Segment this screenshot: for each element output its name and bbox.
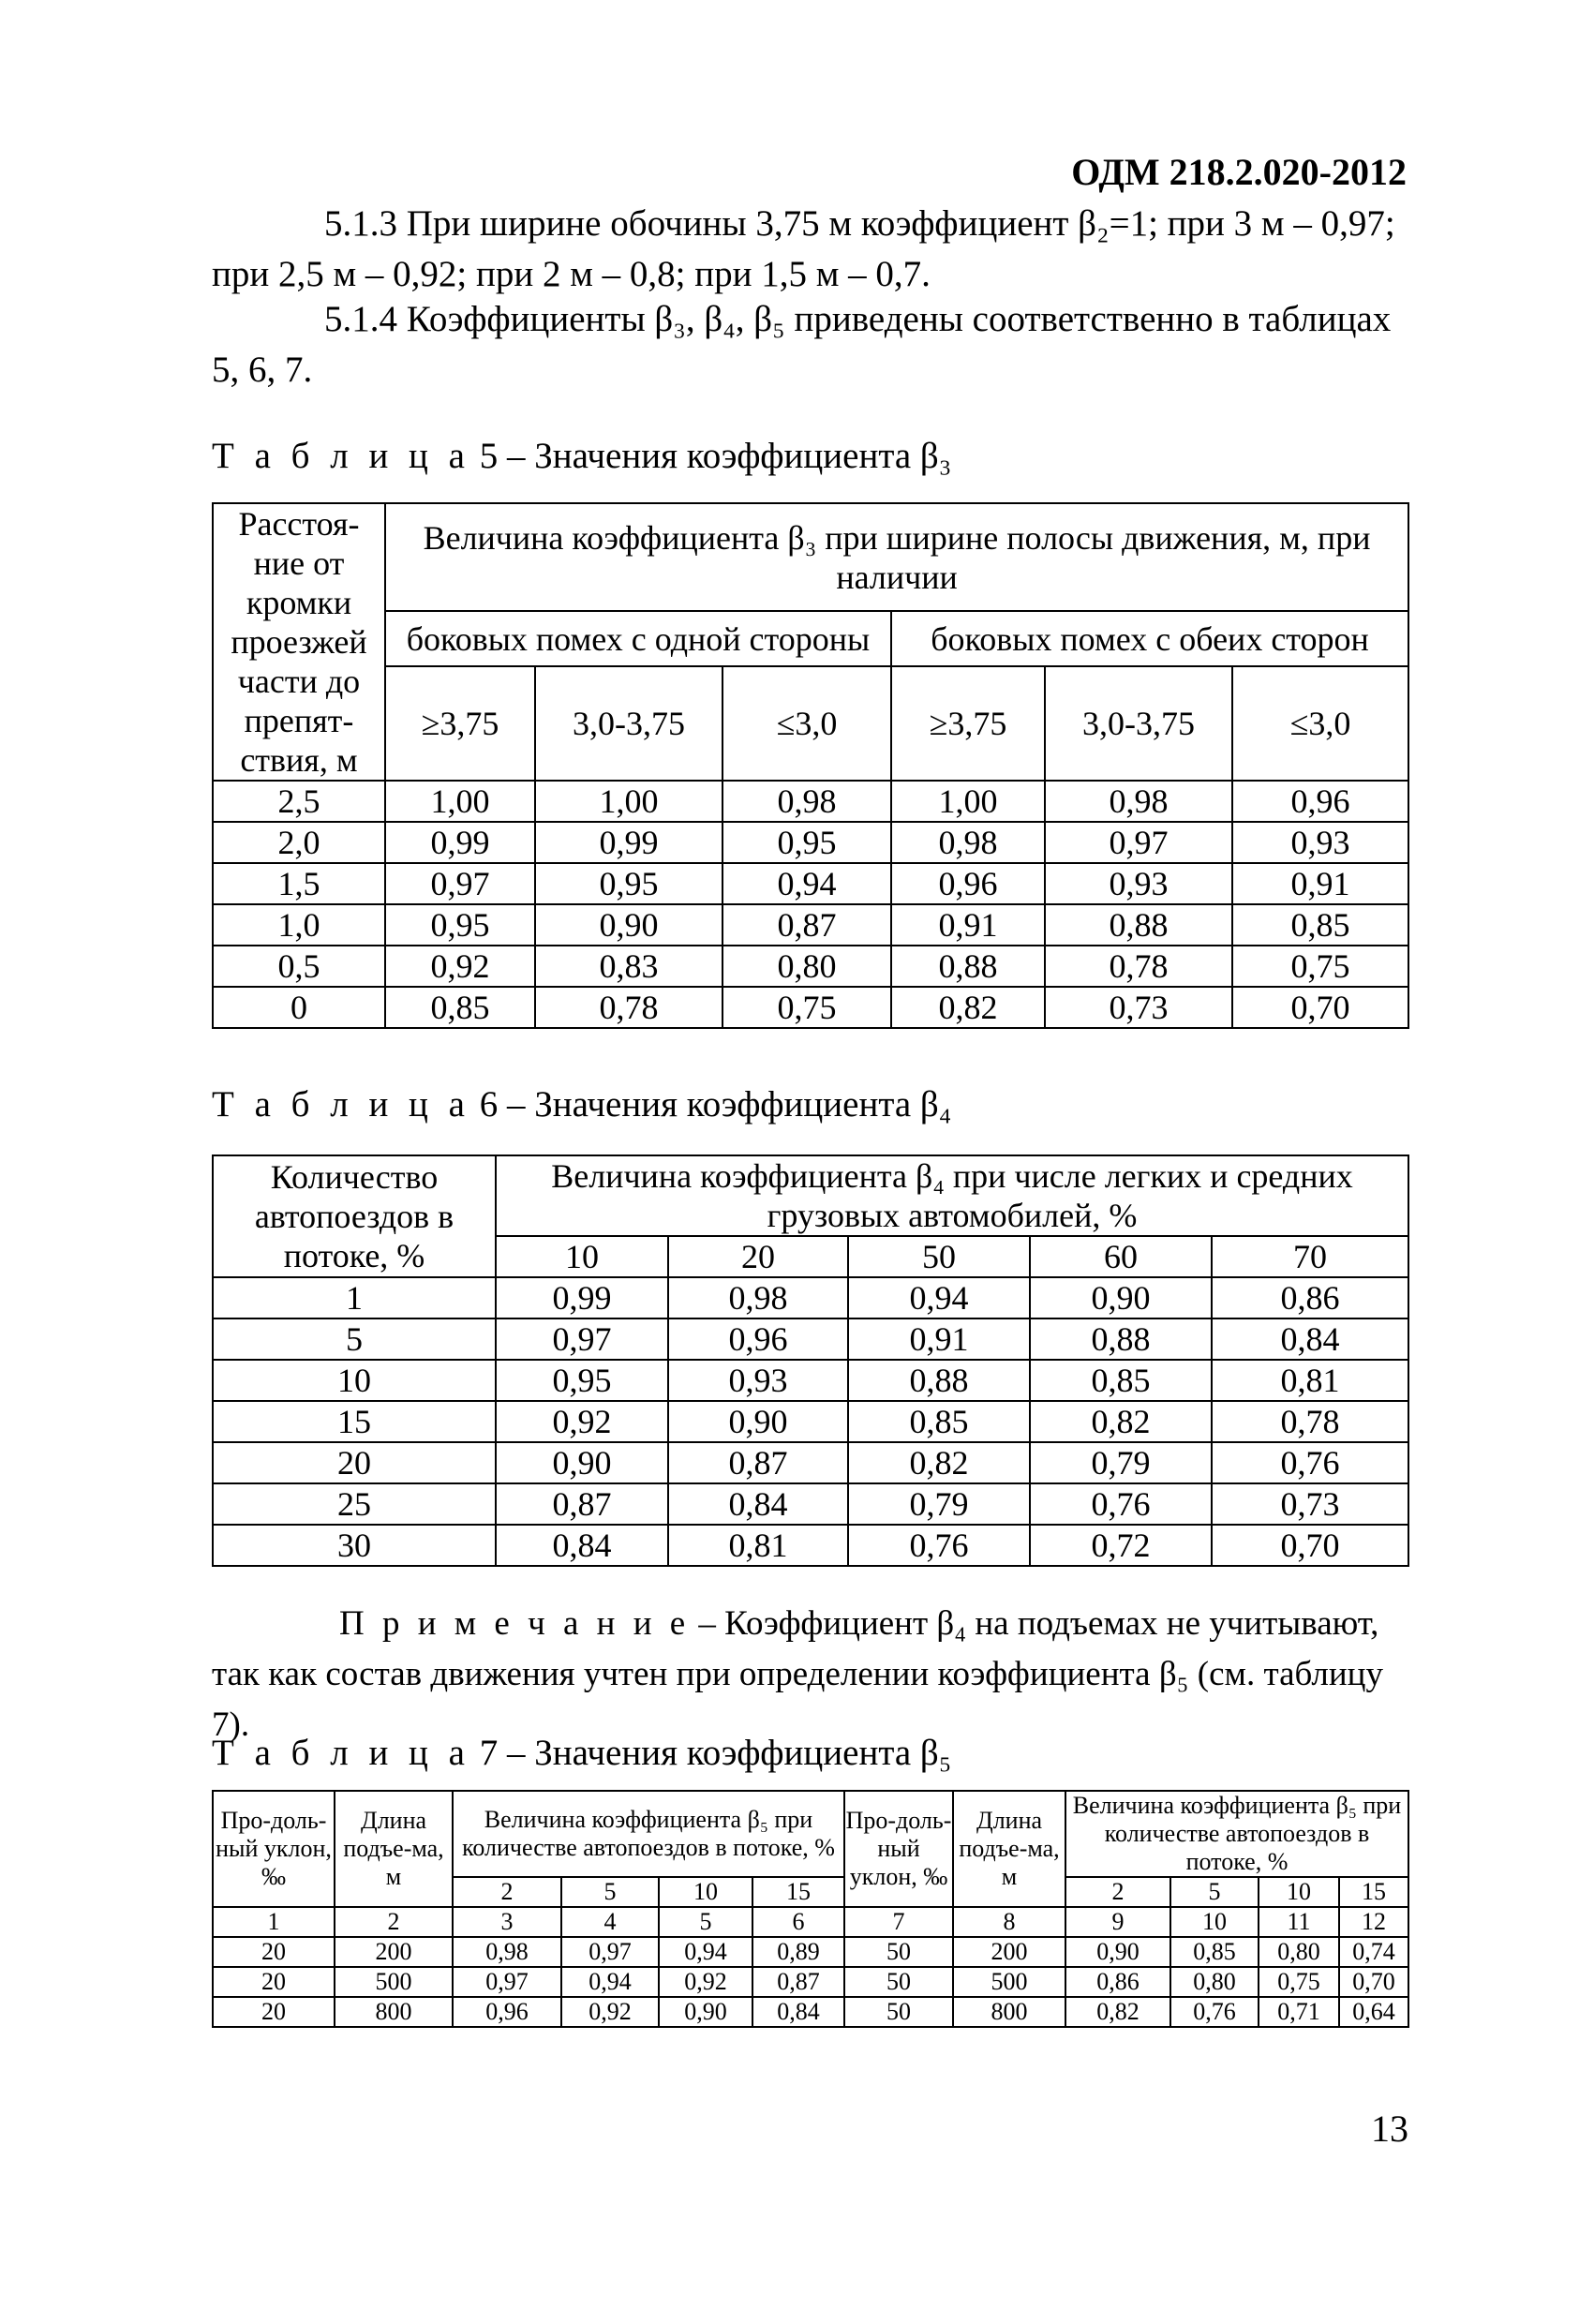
table-row (213, 1277, 1408, 1318)
table-cell: 0,86 (1212, 1277, 1408, 1318)
table7 (212, 1790, 1409, 2028)
note-label: П р и м е ч а н и е (339, 1604, 691, 1643)
table-row (213, 1360, 1408, 1401)
table7-caption (212, 1732, 951, 1774)
table-cell: 0,84 (752, 1997, 844, 2027)
table7-subheader: 2 (1065, 1877, 1170, 1907)
table-cell: 0,78 (1045, 946, 1232, 987)
table-cell: 0,71 (1259, 1997, 1339, 2027)
table-cell: 0,95 (535, 863, 723, 904)
table7-subheader: 10 (1259, 1877, 1339, 1907)
table-cell: 1,00 (385, 781, 535, 822)
table-cell: 50 (844, 1937, 953, 1967)
table-cell: 1,0 (213, 904, 385, 946)
table-cell: 1 (213, 1277, 496, 1318)
table-cell: 10 (1170, 1907, 1259, 1937)
table-cell: 0,94 (659, 1937, 752, 1967)
table-cell: 0,80 (1259, 1937, 1339, 1967)
table-cell: 0,92 (385, 946, 535, 987)
table-cell: 0,76 (1212, 1442, 1408, 1483)
table-cell: 0,81 (668, 1525, 848, 1566)
table-cell: 1,5 (213, 863, 385, 904)
table7-subheader: 5 (561, 1877, 659, 1907)
table-cell: 0,85 (848, 1401, 1030, 1442)
table-cell: 0,95 (723, 822, 891, 863)
table-row (213, 1442, 1408, 1483)
table-cell: 15 (213, 1401, 496, 1442)
table-cell: 0,5 (213, 946, 385, 987)
table5-subheader: ≥3,75 (891, 666, 1045, 781)
table-cell: 0,76 (1170, 1997, 1259, 2027)
table-cell: 0,88 (848, 1360, 1030, 1401)
table-cell: 0,92 (659, 1967, 752, 1997)
table-cell: 0,80 (1170, 1967, 1259, 1997)
table-cell: 0,74 (1339, 1937, 1408, 1967)
table-cell: 0,99 (496, 1277, 668, 1318)
table-cell: 0,82 (891, 987, 1045, 1028)
table-cell: 0,70 (1339, 1967, 1408, 1997)
table-row (213, 822, 1408, 863)
note (212, 1599, 1411, 1750)
table7-value-header: Величина коэффициента β₅ при количестве автопоездов в потоке, % (453, 1791, 844, 1877)
table-cell: 0,70 (1232, 987, 1408, 1028)
table-cell: 0,99 (535, 822, 723, 863)
table5 (212, 502, 1409, 1029)
table-cell: 0,75 (1232, 946, 1408, 987)
table-cell: 0,78 (1212, 1401, 1408, 1442)
table7-caption-text: 7 – Значения коэффициента β₅ (479, 1733, 952, 1773)
table-cell: 0,97 (385, 863, 535, 904)
table-cell: 0,70 (1212, 1525, 1408, 1566)
table-cell: 0,84 (1212, 1318, 1408, 1360)
table-cell: 0,85 (385, 987, 535, 1028)
table-cell: 0,79 (1030, 1442, 1212, 1483)
table-cell: 500 (335, 1967, 453, 1997)
table-cell: 500 (953, 1967, 1065, 1997)
table-cell: 0,92 (496, 1401, 668, 1442)
paragraph-5-1-4-text: 5.1.4 Коэффициенты β₃, β₄, β₅ приведены соответственно в таблицах 5, 6, 7. (212, 299, 1392, 390)
table-cell: 200 (953, 1937, 1065, 1967)
table5-subheader: ≤3,0 (1232, 666, 1408, 781)
table5-caption (212, 435, 951, 477)
table7-caption-word: Т а б л и ц а (212, 1733, 470, 1773)
table5-subheader: 3,0-3,75 (1045, 666, 1232, 781)
table-cell: 20 (213, 1997, 335, 2027)
table-cell: 0,86 (1065, 1967, 1170, 1997)
table-cell: 200 (335, 1937, 453, 1967)
table-cell: 0,90 (496, 1442, 668, 1483)
table-cell: 0,94 (561, 1967, 659, 1997)
table-cell: 0,91 (891, 904, 1045, 946)
table5-main-header: Величина коэффициента β₃ при ширине полосы движения, м, при наличии (385, 503, 1408, 611)
table-cell: 0,90 (1065, 1937, 1170, 1967)
table-cell: 0,85 (1232, 904, 1408, 946)
table-cell: 0,93 (1232, 822, 1408, 863)
table-cell: 0,79 (848, 1483, 1030, 1525)
table-row (213, 1997, 1408, 2027)
table-cell: 11 (1259, 1907, 1339, 1937)
table-cell: 10 (213, 1360, 496, 1401)
table7-column-numbers (213, 1907, 1408, 1937)
table-cell: 0,91 (1232, 863, 1408, 904)
table6 (212, 1155, 1409, 1567)
table-cell: 0,98 (668, 1277, 848, 1318)
table-cell: 4 (561, 1907, 659, 1937)
table-cell: 0,95 (385, 904, 535, 946)
table7-subheader: 5 (1170, 1877, 1259, 1907)
paragraph-5-1-4 (212, 294, 1411, 395)
table-cell: 0,96 (668, 1318, 848, 1360)
table-cell: 20 (213, 1967, 335, 1997)
table-cell: 5 (213, 1318, 496, 1360)
table-cell: 0,75 (1259, 1967, 1339, 1997)
table-cell: 30 (213, 1525, 496, 1566)
table-cell: 0,98 (453, 1937, 561, 1967)
table5-subheader: ≥3,75 (385, 666, 535, 781)
table-cell: 0,94 (848, 1277, 1030, 1318)
table-cell: 9 (1065, 1907, 1170, 1937)
table-cell: 0,90 (668, 1401, 848, 1442)
table-cell: 0,96 (453, 1997, 561, 2027)
table-cell: 12 (1339, 1907, 1408, 1937)
table-cell: 0,94 (723, 863, 891, 904)
table-row (213, 1525, 1408, 1566)
table7-slope-header: Про-доль-ный уклон, ‰ (213, 1791, 335, 1907)
table-cell: 2,0 (213, 822, 385, 863)
table6-caption-text: 6 – Значения коэффициента β₄ (479, 1084, 952, 1125)
table7-subheader: 15 (752, 1877, 844, 1907)
table-cell: 0,82 (1030, 1401, 1212, 1442)
table-cell: 6 (752, 1907, 844, 1937)
table-cell: 800 (335, 1997, 453, 2027)
table-row (213, 1401, 1408, 1442)
table-cell: 8 (953, 1907, 1065, 1937)
table-cell: 0,93 (1045, 863, 1232, 904)
table-cell: 1 (213, 1907, 335, 1937)
table-cell: 0,75 (723, 987, 891, 1028)
table7-slope-header-2: Про-доль-ный уклон, ‰ (844, 1791, 953, 1907)
table-row (213, 781, 1408, 822)
paragraph-5-1-3-text: 5.1.3 При ширине обочины 3,75 м коэффициент β₂=1; при 3 м – 0,97; при 2,5 м – 0,92; при 2 м – 0,8; при 1,5 м – 0,7. (212, 203, 1395, 294)
table-row (213, 987, 1408, 1028)
table-row (213, 1937, 1408, 1967)
table-row (213, 863, 1408, 904)
table5-subheader: 3,0-3,75 (535, 666, 723, 781)
table-cell: 0,87 (752, 1967, 844, 1997)
table7-length-header-2: Длина подъе-ма, м (953, 1791, 1065, 1907)
table7-subheader: 15 (1339, 1877, 1408, 1907)
paragraph-5-1-3 (212, 199, 1411, 300)
table-cell: 0,90 (659, 1997, 752, 2027)
table6-caption-word: Т а б л и ц а (212, 1084, 470, 1125)
table-cell: 0,88 (891, 946, 1045, 987)
table-cell: 1,00 (535, 781, 723, 822)
table-cell: 0,72 (1030, 1525, 1212, 1566)
table-cell: 0,89 (752, 1937, 844, 1967)
table-cell: 50 (844, 1997, 953, 2027)
table6-subheader: 20 (668, 1236, 848, 1277)
table-cell: 0,87 (723, 904, 891, 946)
table6-subheader: 10 (496, 1236, 668, 1277)
table-cell: 0,96 (1232, 781, 1408, 822)
table-cell: 0,87 (496, 1483, 668, 1525)
table5-group1-header: боковых помех с одной стороны (385, 611, 891, 666)
table5-subheader: ≤3,0 (723, 666, 891, 781)
table7-length-header: Длина подъе-ма, м (335, 1791, 453, 1907)
table-cell: 0,98 (1045, 781, 1232, 822)
table-cell: 0,84 (496, 1525, 668, 1566)
table-cell: 7 (844, 1907, 953, 1937)
table-cell: 0 (213, 987, 385, 1028)
note-text: – Коэффициент β₄ на подъемах не учитывают, так как состав движения учтен при определении коэффициента β₅ (см. таблицу 7). (212, 1604, 1383, 1744)
table-cell: 20 (213, 1937, 335, 1967)
table-cell: 20 (213, 1442, 496, 1483)
table-row (213, 1483, 1408, 1525)
table7-value-header-2: Величина коэффициента β₅ при количестве автопоездов в потоке, % (1065, 1791, 1408, 1877)
table7-subheader: 2 (453, 1877, 561, 1907)
table-cell: 0,73 (1212, 1483, 1408, 1525)
table5-caption-word: Т а б л и ц а (212, 436, 470, 476)
table-row (213, 904, 1408, 946)
table5-caption-text: 5 – Значения коэффициента β₃ (479, 436, 952, 476)
table-row (213, 1967, 1408, 1997)
table-cell: 0,84 (668, 1483, 848, 1525)
table-cell: 0,81 (1212, 1360, 1408, 1401)
table-cell: 0,96 (891, 863, 1045, 904)
table7-subheader: 10 (659, 1877, 752, 1907)
table-cell: 0,80 (723, 946, 891, 987)
table-cell: 0,99 (385, 822, 535, 863)
table-cell: 0,73 (1045, 987, 1232, 1028)
table-cell: 0,87 (668, 1442, 848, 1483)
table6-main-header: Величина коэффициента β₄ при числе легких и средних грузовых автомобилей, % (496, 1155, 1408, 1236)
table-cell: 0,88 (1030, 1318, 1212, 1360)
table-cell: 0,82 (1065, 1997, 1170, 2027)
table6-col0-header: Количество автопоездов в потоке, % (213, 1155, 496, 1277)
table-row (213, 946, 1408, 987)
table-cell: 800 (953, 1997, 1065, 2027)
table-cell: 0,97 (496, 1318, 668, 1360)
table-cell: 0,85 (1030, 1360, 1212, 1401)
table-cell: 50 (844, 1967, 953, 1997)
table-cell: 0,85 (1170, 1937, 1259, 1967)
table-cell: 0,92 (561, 1997, 659, 2027)
table-cell: 0,90 (1030, 1277, 1212, 1318)
table-cell: 2 (335, 1907, 453, 1937)
table-cell: 0,64 (1339, 1997, 1408, 2027)
table-cell: 0,91 (848, 1318, 1030, 1360)
table-row (213, 1318, 1408, 1360)
table6-subheader: 50 (848, 1236, 1030, 1277)
table-cell: 25 (213, 1483, 496, 1525)
table-cell: 0,76 (1030, 1483, 1212, 1525)
table-cell: 0,97 (1045, 822, 1232, 863)
table-cell: 1,00 (891, 781, 1045, 822)
document-code: ОДМ 218.2.020-2012 (1071, 151, 1407, 193)
table-cell: 0,97 (453, 1967, 561, 1997)
table-cell: 0,95 (496, 1360, 668, 1401)
table-cell: 0,98 (891, 822, 1045, 863)
table-cell: 0,76 (848, 1525, 1030, 1566)
table6-subheader: 70 (1212, 1236, 1408, 1277)
table-cell: 3 (453, 1907, 561, 1937)
table-cell: 0,97 (561, 1937, 659, 1967)
table6-subheader: 60 (1030, 1236, 1212, 1277)
page-number: 13 (1371, 2108, 1408, 2150)
table-cell: 2,5 (213, 781, 385, 822)
table-cell: 0,78 (535, 987, 723, 1028)
table-cell: 0,83 (535, 946, 723, 987)
table-cell: 0,82 (848, 1442, 1030, 1483)
table5-group2-header: боковых помех с обеих сторон (891, 611, 1408, 666)
table-cell: 5 (659, 1907, 752, 1937)
table6-caption (212, 1083, 951, 1125)
table-cell: 0,90 (535, 904, 723, 946)
table-cell: 0,88 (1045, 904, 1232, 946)
table-cell: 0,93 (668, 1360, 848, 1401)
table-cell: 0,98 (723, 781, 891, 822)
table5-col0-header: Расстоя-ние от кромки проезжей части до препят-ствия, м (213, 503, 385, 781)
